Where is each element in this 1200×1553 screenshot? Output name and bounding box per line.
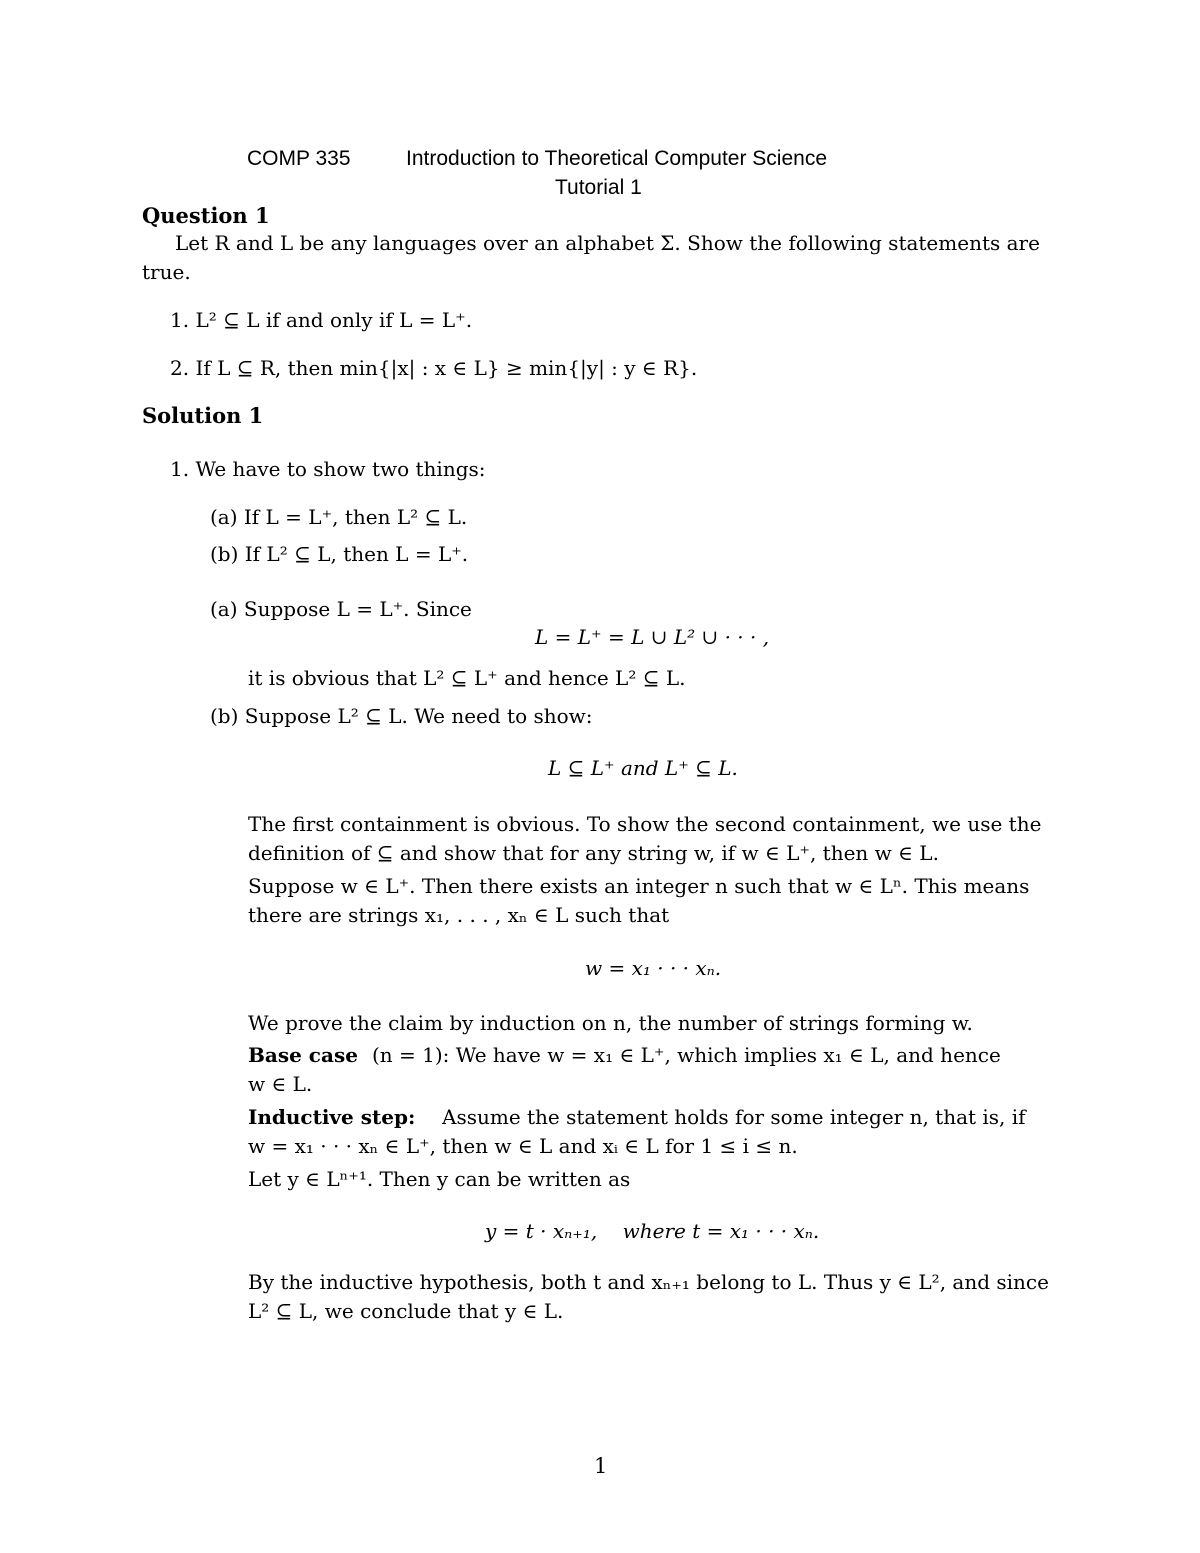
part-b-statement: (b) If L² ⊆ L, then L = L⁺. (210, 542, 469, 566)
equation-y: y = t · xₙ₊₁, where t = x₁ · · · xₙ. (485, 1219, 820, 1243)
paragraph-2-line1: Suppose w ∈ L⁺. Then there exists an integer n such that w ∈ Lⁿ. This means (248, 874, 1030, 898)
solution-item-1: 1. We have to show two things: (170, 457, 486, 481)
base-case-label: Base case (248, 1043, 358, 1067)
part-b-intro: (b) Suppose L² ⊆ L. We need to show: (210, 704, 593, 728)
inductive-step-line1: Assume the statement holds for some integer n, that is, if (442, 1105, 1026, 1129)
paragraph-1-line1: The first containment is obvious. To show the second containment, we use the (248, 812, 1042, 836)
final-line2: L² ⊆ L, we conclude that y ∈ L. (248, 1299, 564, 1323)
paragraph-3: We prove the claim by induction on n, the number of strings forming w. (248, 1011, 973, 1035)
paragraph-1-line2: definition of ⊆ and show that for any string w, if w ∈ L⁺, then w ∈ L. (248, 841, 939, 865)
course-title: Introduction to Theoretical Computer Science (406, 147, 828, 170)
question-item-2: 2. If L ⊆ R, then min{|x| : x ∈ L} ≥ min{|y| : y ∈ R}. (170, 356, 698, 380)
question-intro-line1: Let R and L be any languages over an alphabet Σ. Show the following statements are (175, 231, 1040, 255)
question-heading: Question 1 (142, 203, 270, 228)
part-a-equation: L = L⁺ = L ∪ L² ∪ · · · , (535, 625, 770, 649)
base-case-line1: (n = 1): We have w = x₁ ∈ L⁺, which implies x₁ ∈ L, and hence (372, 1043, 1001, 1067)
question-intro-line2: true. (142, 260, 191, 284)
tutorial-label: Tutorial 1 (555, 176, 642, 199)
inductive-step-label: Inductive step: (248, 1105, 416, 1129)
part-a-intro: (a) Suppose L = L⁺. Since (210, 597, 472, 621)
inductive-step-line2: w = x₁ · · · xₙ ∈ L⁺, then w ∈ L and xᵢ ∈ L for 1 ≤ i ≤ n. (248, 1134, 798, 1158)
final-line1: By the inductive hypothesis, both t and xₙ₊₁ belong to L. Thus y ∈ L², and since (248, 1270, 1049, 1294)
part-a-statement: (a) If L = L⁺, then L² ⊆ L. (210, 505, 468, 529)
paragraph-2-line2: there are strings x₁, . . . , xₙ ∈ L such that (248, 903, 670, 927)
part-b-equation: L ⊆ L⁺ and L⁺ ⊆ L. (548, 756, 738, 780)
base-case-line2: w ∈ L. (248, 1072, 313, 1096)
let-y-line: Let y ∈ Lⁿ⁺¹. Then y can be written as (248, 1167, 631, 1191)
course-code: COMP 335 (247, 147, 351, 170)
page-number: 1 (594, 1454, 608, 1478)
solution-heading: Solution 1 (142, 403, 264, 428)
question-item-1: 1. L² ⊆ L if and only if L = L⁺. (170, 308, 473, 332)
part-a-conclusion: it is obvious that L² ⊆ L⁺ and hence L² ⊆ L. (248, 666, 686, 690)
equation-w: w = x₁ · · · xₙ. (585, 956, 722, 980)
